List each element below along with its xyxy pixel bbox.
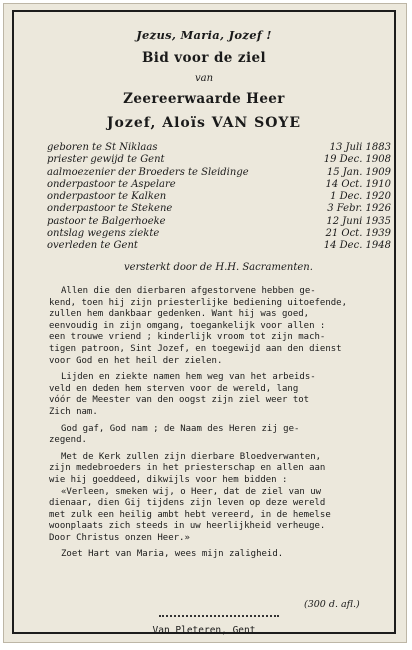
text-line: Zich nam.: [49, 406, 98, 417]
text-line: zullen hem dankbaar gedenken. Want hij was goed,: [49, 309, 310, 320]
indulgence-note: (300 d. afl.): [304, 599, 360, 610]
memorial-text: [49, 286, 401, 561]
life-event-date: 15 Jan. 1909: [326, 166, 391, 178]
text-line: wie hij goeddeed, dikwijls voor hem bidden :: [49, 474, 288, 485]
text-line: eenvoudig in zijn omgang, toegankelijk voor allen :: [49, 320, 326, 331]
prayer-line: Door Christus onzen Heer.»: [49, 532, 190, 543]
life-event-row: [47, 240, 403, 252]
text-line: tigen patroon, Sint Jozef, en toegewijd aan den dienst: [49, 343, 342, 354]
sacraments-line: versterkt door de H.H. Sacramenten.: [124, 262, 313, 273]
card-border: [12, 10, 396, 634]
honorific-title: Zeereerwaarde Heer: [123, 91, 285, 107]
prayer-line: woonplaats zich steeds in uw heerlijkheid verheuge.: [49, 521, 326, 532]
deceased-name: Jozef, Aloïs VAN SOYE: [106, 115, 302, 131]
life-event-date: 12 Juni 1935: [326, 215, 391, 227]
text-line: zijn medebroeders in het priesterschap en allen aan: [49, 463, 326, 474]
text-line: veld en deden hem sterven voor de wereld, lang: [49, 383, 299, 394]
life-event-date: 1 Dec. 1920: [330, 191, 391, 203]
life-event-date: 14 Oct. 1910: [325, 178, 391, 190]
life-event-text: onderpastoor te Aspelare: [47, 178, 176, 190]
invocation: Jezus, Maria, Jozef !: [136, 28, 272, 42]
text-line: een trouwe vriend ; kinderlijk vroom tot zijn mach-: [49, 332, 326, 343]
van-label: van: [194, 73, 214, 84]
life-event-row: [47, 179, 403, 191]
life-event-row: [47, 203, 403, 215]
text-line: Allen die den dierbaren afgestorvene hebben ge-: [61, 286, 316, 296]
life-event-row: [47, 228, 403, 240]
prayer-heading: Bid voor de ziel: [142, 50, 266, 66]
text-line: voor God en het heil der zielen.: [49, 355, 223, 366]
life-event-row: [47, 154, 403, 166]
text-line: zegend.: [49, 435, 87, 446]
text-line: vóór de Meester van den oogst zijn ziel weer tot: [49, 395, 310, 406]
life-event-text: priester gewijd te Gent: [47, 154, 165, 166]
closing-invocation: Zoet Hart van Maria, wees mijn zaligheid.: [61, 549, 284, 560]
life-event-date: 19 Dec. 1908: [323, 154, 391, 166]
dotted-divider: [159, 615, 279, 617]
life-event-text: onderpastoor te Stekene: [47, 203, 173, 215]
life-event-row: [47, 142, 403, 154]
life-event-date: 14 Dec. 1948: [323, 240, 391, 252]
life-event-date: 3 Febr. 1926: [327, 203, 391, 215]
printer-credit: Van Pleteren, Gent: [152, 625, 256, 636]
life-event-date: 21 Oct. 1939: [325, 228, 391, 240]
life-event-text: aalmoezenier der Broeders te Sleidinge: [47, 166, 249, 178]
life-event-row: [47, 216, 403, 228]
life-event-date: 13 Juli 1883: [329, 142, 391, 153]
life-event-row: [47, 191, 403, 203]
life-event-text: pastoor te Balgerhoeke: [47, 215, 166, 227]
life-event-text: onderpastoor te Kalken: [47, 191, 167, 203]
text-line: Met de Kerk zullen zijn dierbare Bloedverwanten,: [61, 451, 322, 462]
prayer-line: dienaar, dien Gij tijdens zijn leven op deze wereld: [49, 498, 326, 509]
life-event-text: ontslag wegens ziekte: [47, 228, 160, 240]
memorial-card: [3, 3, 407, 643]
text-line: God gaf, God nam ; de Naam des Heren zij ge-: [61, 423, 300, 434]
life-event-row: [47, 167, 403, 179]
prayer-line: met zulk een heilig ambt hebt vereerd, in de hemelse: [49, 509, 331, 520]
life-event-text: overleden te Gent: [47, 240, 138, 252]
prayer-line: «Verleen, smeken wij, o Heer, dat de ziel van uw: [61, 486, 322, 497]
life-events: [47, 142, 403, 253]
text-line: Lijden en ziekte namen hem weg van het arbeids-: [61, 372, 316, 383]
text-line: kend, toen hij zijn priesterlijke bediening uitoefende,: [49, 297, 348, 308]
life-event-text: geboren te St Niklaas: [47, 142, 158, 153]
